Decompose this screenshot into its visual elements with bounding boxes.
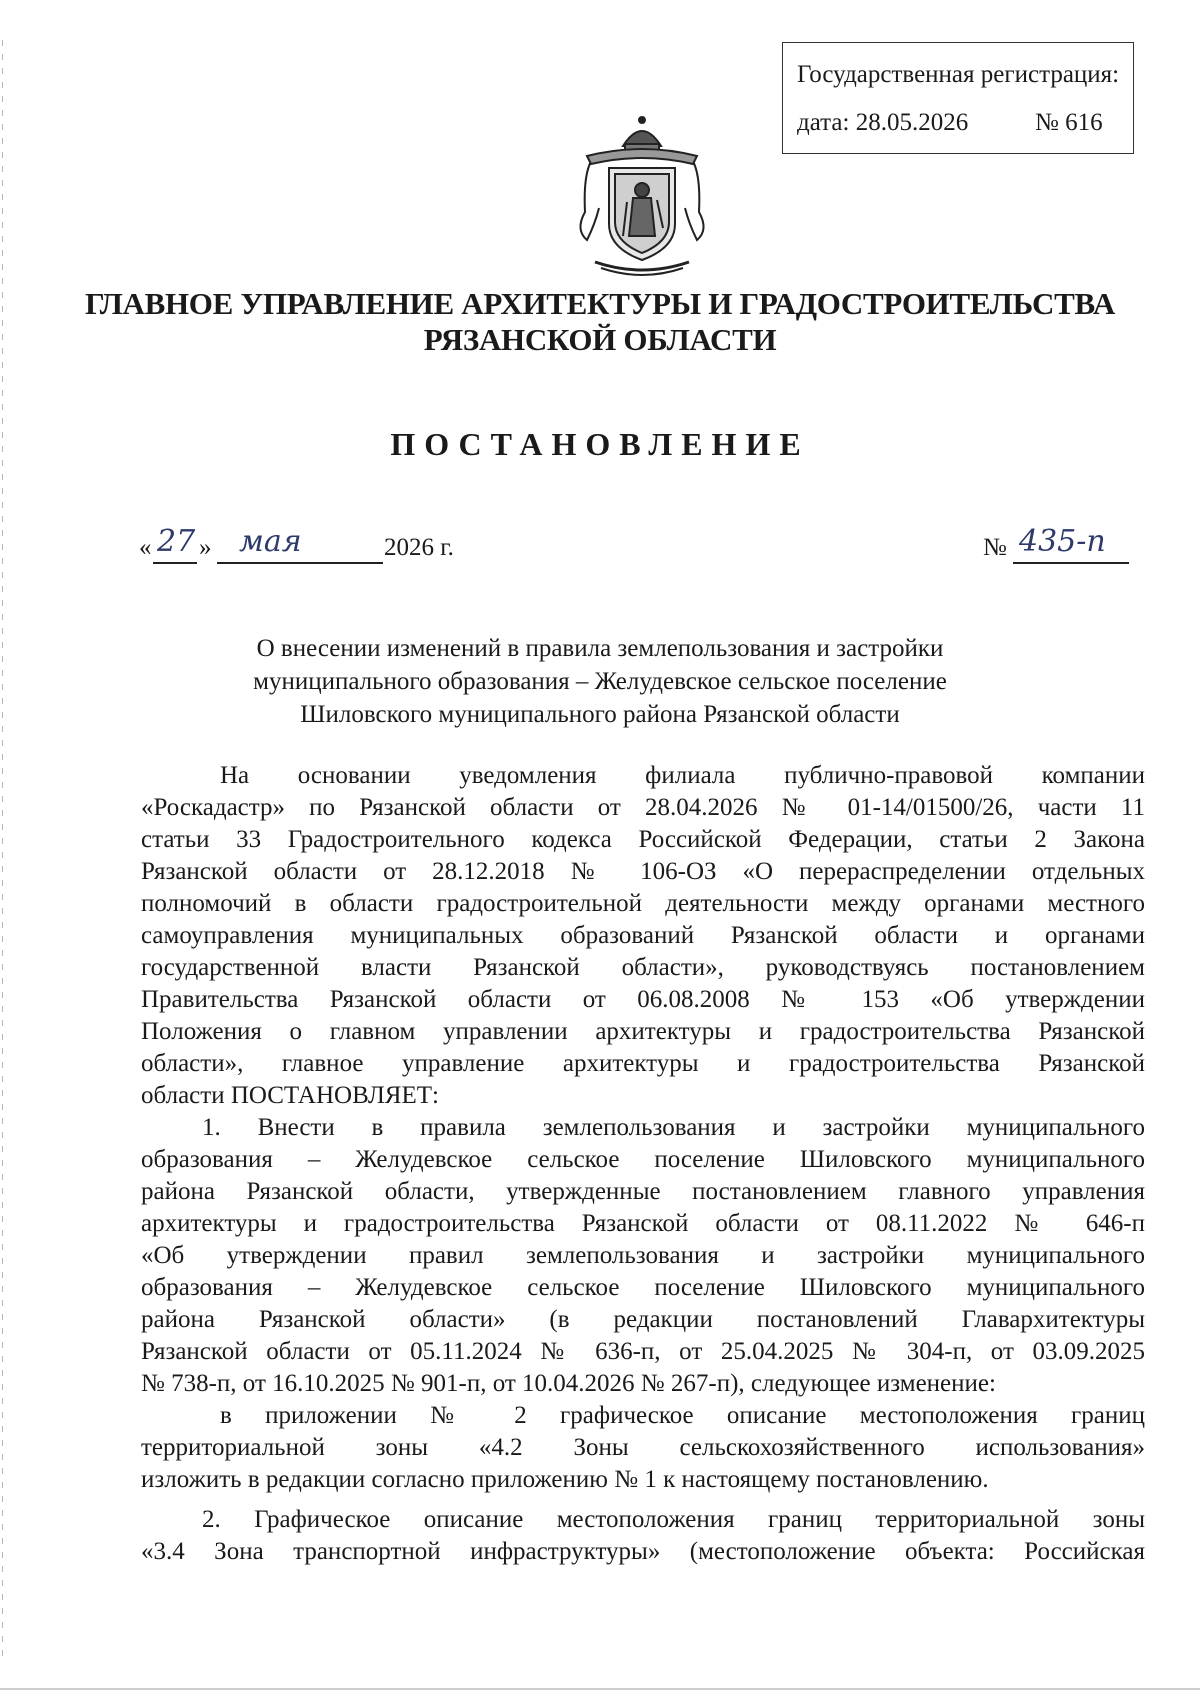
body-line: самоуправления муниципальных образований Рязанской области и органами — [141, 922, 1145, 949]
handwritten-number: 435-п — [1019, 524, 1106, 559]
registration-date: дата: 28.05.2026 — [797, 109, 969, 136]
number-underline — [1013, 562, 1129, 564]
document-type: ПОСТАНОВЛЕНИЕ — [390, 426, 810, 462]
body-line: «3.4 Зона транспортной инфраструктуры» (местоположение объекта: Российская — [141, 1538, 1145, 1565]
body-line: образования – Желудевское сельское поселение Шиловского муниципального — [141, 1274, 1145, 1301]
body-line: Положения о главном управлении архитектуры и градостроительства Рязанской — [141, 1018, 1145, 1045]
day-underline — [153, 562, 197, 564]
body-line: полномочий в области градостроительной деятельности между органами местного — [141, 890, 1145, 917]
decree-title-line: О внесении изменений в правила землепользования и застройки — [256, 635, 944, 662]
body-line: области», главное управление архитектуры и градостроительства Рязанской — [141, 1050, 1145, 1077]
month-underline — [217, 562, 383, 564]
body-line: района Рязанской области» (в редакции постановлений Главархитектуры — [141, 1306, 1145, 1333]
body-line: 1. Внести в правила землепользования и застройки муниципального — [202, 1114, 1145, 1141]
body-line: области ПОСТАНОВЛЯЕТ: — [141, 1082, 439, 1109]
body-line: архитектуры и градостроительства Рязанской области от 08.11.2022 № 646-п — [141, 1210, 1145, 1237]
body-line: «Об утверждении правил землепользования и застройки муниципального — [141, 1242, 1145, 1269]
decree-title-line: муниципального образования – Желудевское сельское поселение — [253, 668, 947, 695]
org-name-line1: ГЛАВНОЕ УПРАВЛЕНИЕ АРХИТЕКТУРЫ И ГРАДОСТРОИТЕЛЬСТВА — [84, 286, 1115, 321]
decree-title-line: Шиловского муниципального района Рязанской области — [300, 701, 900, 728]
body-line: государственной власти Рязанской области», руководствуясь постановлением — [141, 954, 1145, 981]
close-quote: » — [199, 534, 212, 561]
body-line: «Роскадастр» по Рязанской области от 28.04.2026 № 01-14/01500/26, части 11 — [141, 794, 1145, 821]
body-line: Рязанской области от 28.12.2018 № 106-ОЗ «О перераспределении отдельных — [141, 858, 1145, 885]
body-line: На основании уведомления филиала публично-правовой компании — [220, 762, 1145, 789]
number-label: № — [983, 534, 1007, 561]
open-quote: « — [139, 534, 152, 561]
body-line: Правительства Рязанской области от 06.08.2008 № 153 «Об утверждении — [141, 986, 1145, 1013]
registration-title: Государственная регистрация: — [797, 61, 1120, 88]
coat-of-arms-icon — [565, 112, 719, 278]
body-line: в приложении № 2 графическое описание местоположения границ — [220, 1402, 1145, 1429]
body-line: изложить в редакции согласно приложению № 1 к настоящему постановлению. — [141, 1466, 989, 1493]
body-line: образования – Желудевское сельское поселение Шиловского муниципального — [141, 1146, 1145, 1173]
body-line: 2. Графическое описание местоположения границ территориальной зоны — [202, 1506, 1145, 1533]
registration-number: № 616 — [1035, 109, 1103, 136]
body-line: № 738-п, от 16.10.2025 № 901-п, от 10.04.2026 № 267-п), следующее изменение: — [141, 1370, 996, 1397]
decree-year: 2026 г. — [384, 534, 454, 561]
scan-edge-left — [2, 40, 3, 1660]
body-line: территориальной зоны «4.2 Зоны сельскохозяйственного использования» — [141, 1434, 1145, 1461]
decree-dateline — [139, 524, 1139, 568]
body-line: статьи 33 Градостроительного кодекса Российской Федерации, статьи 2 Закона — [141, 826, 1145, 853]
body-line: района Рязанской области, утвержденные постановлением главного управления — [141, 1178, 1145, 1205]
scan-edge-bottom — [0, 1688, 1200, 1690]
body-line: Рязанской области от 05.11.2024 № 636-п, от 25.04.2025 № 304-п, от 03.09.2025 — [141, 1338, 1145, 1365]
handwritten-day: 27 — [157, 524, 196, 559]
registration-stamp — [782, 42, 1134, 154]
org-name-line2: РЯЗАНСКОЙ ОБЛАСТИ — [423, 322, 777, 357]
handwritten-month: мая — [239, 524, 302, 559]
